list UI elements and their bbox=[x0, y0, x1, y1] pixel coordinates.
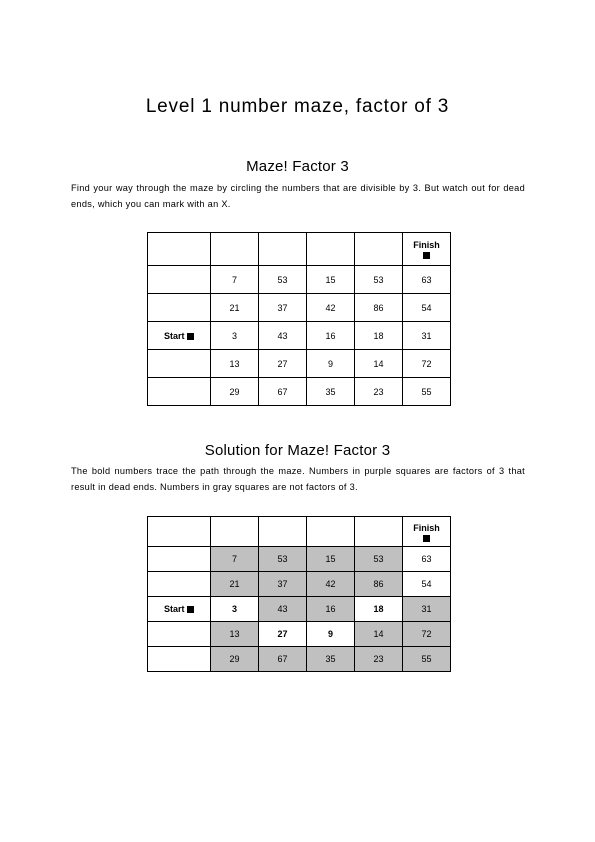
square-marker-icon bbox=[187, 606, 194, 613]
solution-number-cell: 16 bbox=[307, 597, 355, 622]
solution-number-cell: 35 bbox=[307, 647, 355, 672]
solution-number-cell: 3 bbox=[211, 597, 259, 622]
maze-row-label-cell bbox=[148, 294, 211, 322]
maze-number-cell: 21 bbox=[211, 294, 259, 322]
solution-header-cell bbox=[259, 517, 307, 547]
maze-number-cell: 35 bbox=[307, 378, 355, 406]
maze-header-cell bbox=[211, 233, 259, 266]
solution-row bbox=[148, 547, 451, 572]
maze-title: Maze! Factor 3 bbox=[246, 158, 349, 175]
maze-number-cell: 37 bbox=[259, 294, 307, 322]
solution-row bbox=[148, 597, 451, 622]
maze-header-cell bbox=[355, 233, 403, 266]
maze-number-cell: 15 bbox=[307, 266, 355, 294]
solution-row-label-cell bbox=[148, 647, 211, 672]
solution-title: Solution for Maze! Factor 3 bbox=[204, 442, 391, 459]
solution-row bbox=[148, 572, 451, 597]
maze-number-cell: 67 bbox=[259, 378, 307, 406]
maze-number-cell: 16 bbox=[307, 322, 355, 350]
solution-header-cell bbox=[148, 517, 211, 547]
solution-start-label: Start bbox=[163, 604, 185, 614]
maze-number-cell: 18 bbox=[355, 322, 403, 350]
solution-number-cell: 23 bbox=[355, 647, 403, 672]
solution-number-cell: 13 bbox=[211, 622, 259, 647]
solution-number-cell: 63 bbox=[403, 547, 451, 572]
solution-header-cell bbox=[355, 517, 403, 547]
solution-number-cell: 21 bbox=[211, 572, 259, 597]
maze-row-label-cell bbox=[148, 350, 211, 378]
solution-row bbox=[148, 647, 451, 672]
solution-header-row bbox=[148, 517, 451, 547]
maze-row bbox=[148, 294, 451, 322]
solution-number-cell: 37 bbox=[259, 572, 307, 597]
solution-header-cell bbox=[307, 517, 355, 547]
maze-number-cell: 72 bbox=[403, 350, 451, 378]
maze-number-cell: 63 bbox=[403, 266, 451, 294]
maze-header-cell bbox=[259, 233, 307, 266]
solution-number-cell: 15 bbox=[307, 547, 355, 572]
maze-header-row bbox=[148, 233, 451, 266]
maze-number-cell: 9 bbox=[307, 350, 355, 378]
solution-number-cell: 72 bbox=[403, 622, 451, 647]
solution-number-cell: 7 bbox=[211, 547, 259, 572]
solution-number-cell: 9 bbox=[307, 622, 355, 647]
maze-number-cell: 3 bbox=[211, 322, 259, 350]
maze-number-cell: 29 bbox=[211, 378, 259, 406]
maze-number-cell: 43 bbox=[259, 322, 307, 350]
solution-row-label-cell bbox=[148, 572, 211, 597]
maze-number-cell: 14 bbox=[355, 350, 403, 378]
square-marker-icon bbox=[423, 252, 430, 259]
maze-row bbox=[148, 322, 451, 350]
maze-number-cell: 13 bbox=[211, 350, 259, 378]
solution-explanation: The bold numbers trace the path through the maze. Numbers in purple squares are factors of 3 that result in dead ends. Numbers in gray squares are not factors of 3. bbox=[71, 466, 525, 492]
maze-number-cell: 86 bbox=[355, 294, 403, 322]
solution-row-label-cell bbox=[148, 622, 211, 647]
solution-number-cell: 31 bbox=[403, 597, 451, 622]
solution-finish-label: Finish bbox=[413, 522, 440, 533]
maze-number-cell: 7 bbox=[211, 266, 259, 294]
solution-number-cell: 27 bbox=[259, 622, 307, 647]
solution-grid bbox=[147, 516, 451, 672]
solution-header-cell bbox=[403, 517, 451, 547]
solution-number-cell: 18 bbox=[355, 597, 403, 622]
maze-row-label-cell bbox=[148, 378, 211, 406]
solution-header-cell bbox=[211, 517, 259, 547]
maze-number-cell: 31 bbox=[403, 322, 451, 350]
solution-number-cell: 29 bbox=[211, 647, 259, 672]
maze-number-cell: 42 bbox=[307, 294, 355, 322]
solution-number-cell: 43 bbox=[259, 597, 307, 622]
square-marker-icon bbox=[187, 333, 194, 340]
maze-row bbox=[148, 266, 451, 294]
maze-finish-label: Finish bbox=[413, 240, 440, 250]
square-marker-icon bbox=[423, 535, 430, 542]
maze-header-cell bbox=[307, 233, 355, 266]
solution-number-cell: 53 bbox=[355, 547, 403, 572]
solution-number-cell: 54 bbox=[403, 572, 451, 597]
solution-row-label-cell bbox=[148, 547, 211, 572]
maze-row-label-cell bbox=[148, 266, 211, 294]
maze-row bbox=[148, 378, 451, 406]
maze-row bbox=[148, 350, 451, 378]
solution-number-cell: 67 bbox=[259, 647, 307, 672]
solution-number-cell: 86 bbox=[355, 572, 403, 597]
solution-row-label-cell bbox=[148, 597, 211, 622]
maze-number-cell: 23 bbox=[355, 378, 403, 406]
solution-row bbox=[148, 622, 451, 647]
solution-number-cell: 55 bbox=[403, 647, 451, 672]
solution-number-cell: 42 bbox=[307, 572, 355, 597]
maze-number-cell: 53 bbox=[355, 266, 403, 294]
maze-start-label: Start bbox=[163, 330, 185, 341]
maze-grid bbox=[147, 232, 451, 406]
solution-number-cell: 14 bbox=[355, 622, 403, 647]
maze-number-cell: 54 bbox=[403, 294, 451, 322]
maze-number-cell: 55 bbox=[403, 378, 451, 406]
maze-number-cell: 27 bbox=[259, 350, 307, 378]
maze-header-cell bbox=[148, 233, 211, 266]
page-title: Level 1 number maze, factor of 3 bbox=[145, 96, 450, 117]
maze-instructions: Find your way through the maze by circling the numbers that are divisible by 3. But watch out for dead ends, which you can mark with an X. bbox=[71, 183, 525, 209]
solution-number-cell: 53 bbox=[259, 547, 307, 572]
maze-row-label-cell bbox=[148, 322, 211, 350]
maze-number-cell: 53 bbox=[259, 266, 307, 294]
maze-header-cell bbox=[403, 233, 451, 266]
